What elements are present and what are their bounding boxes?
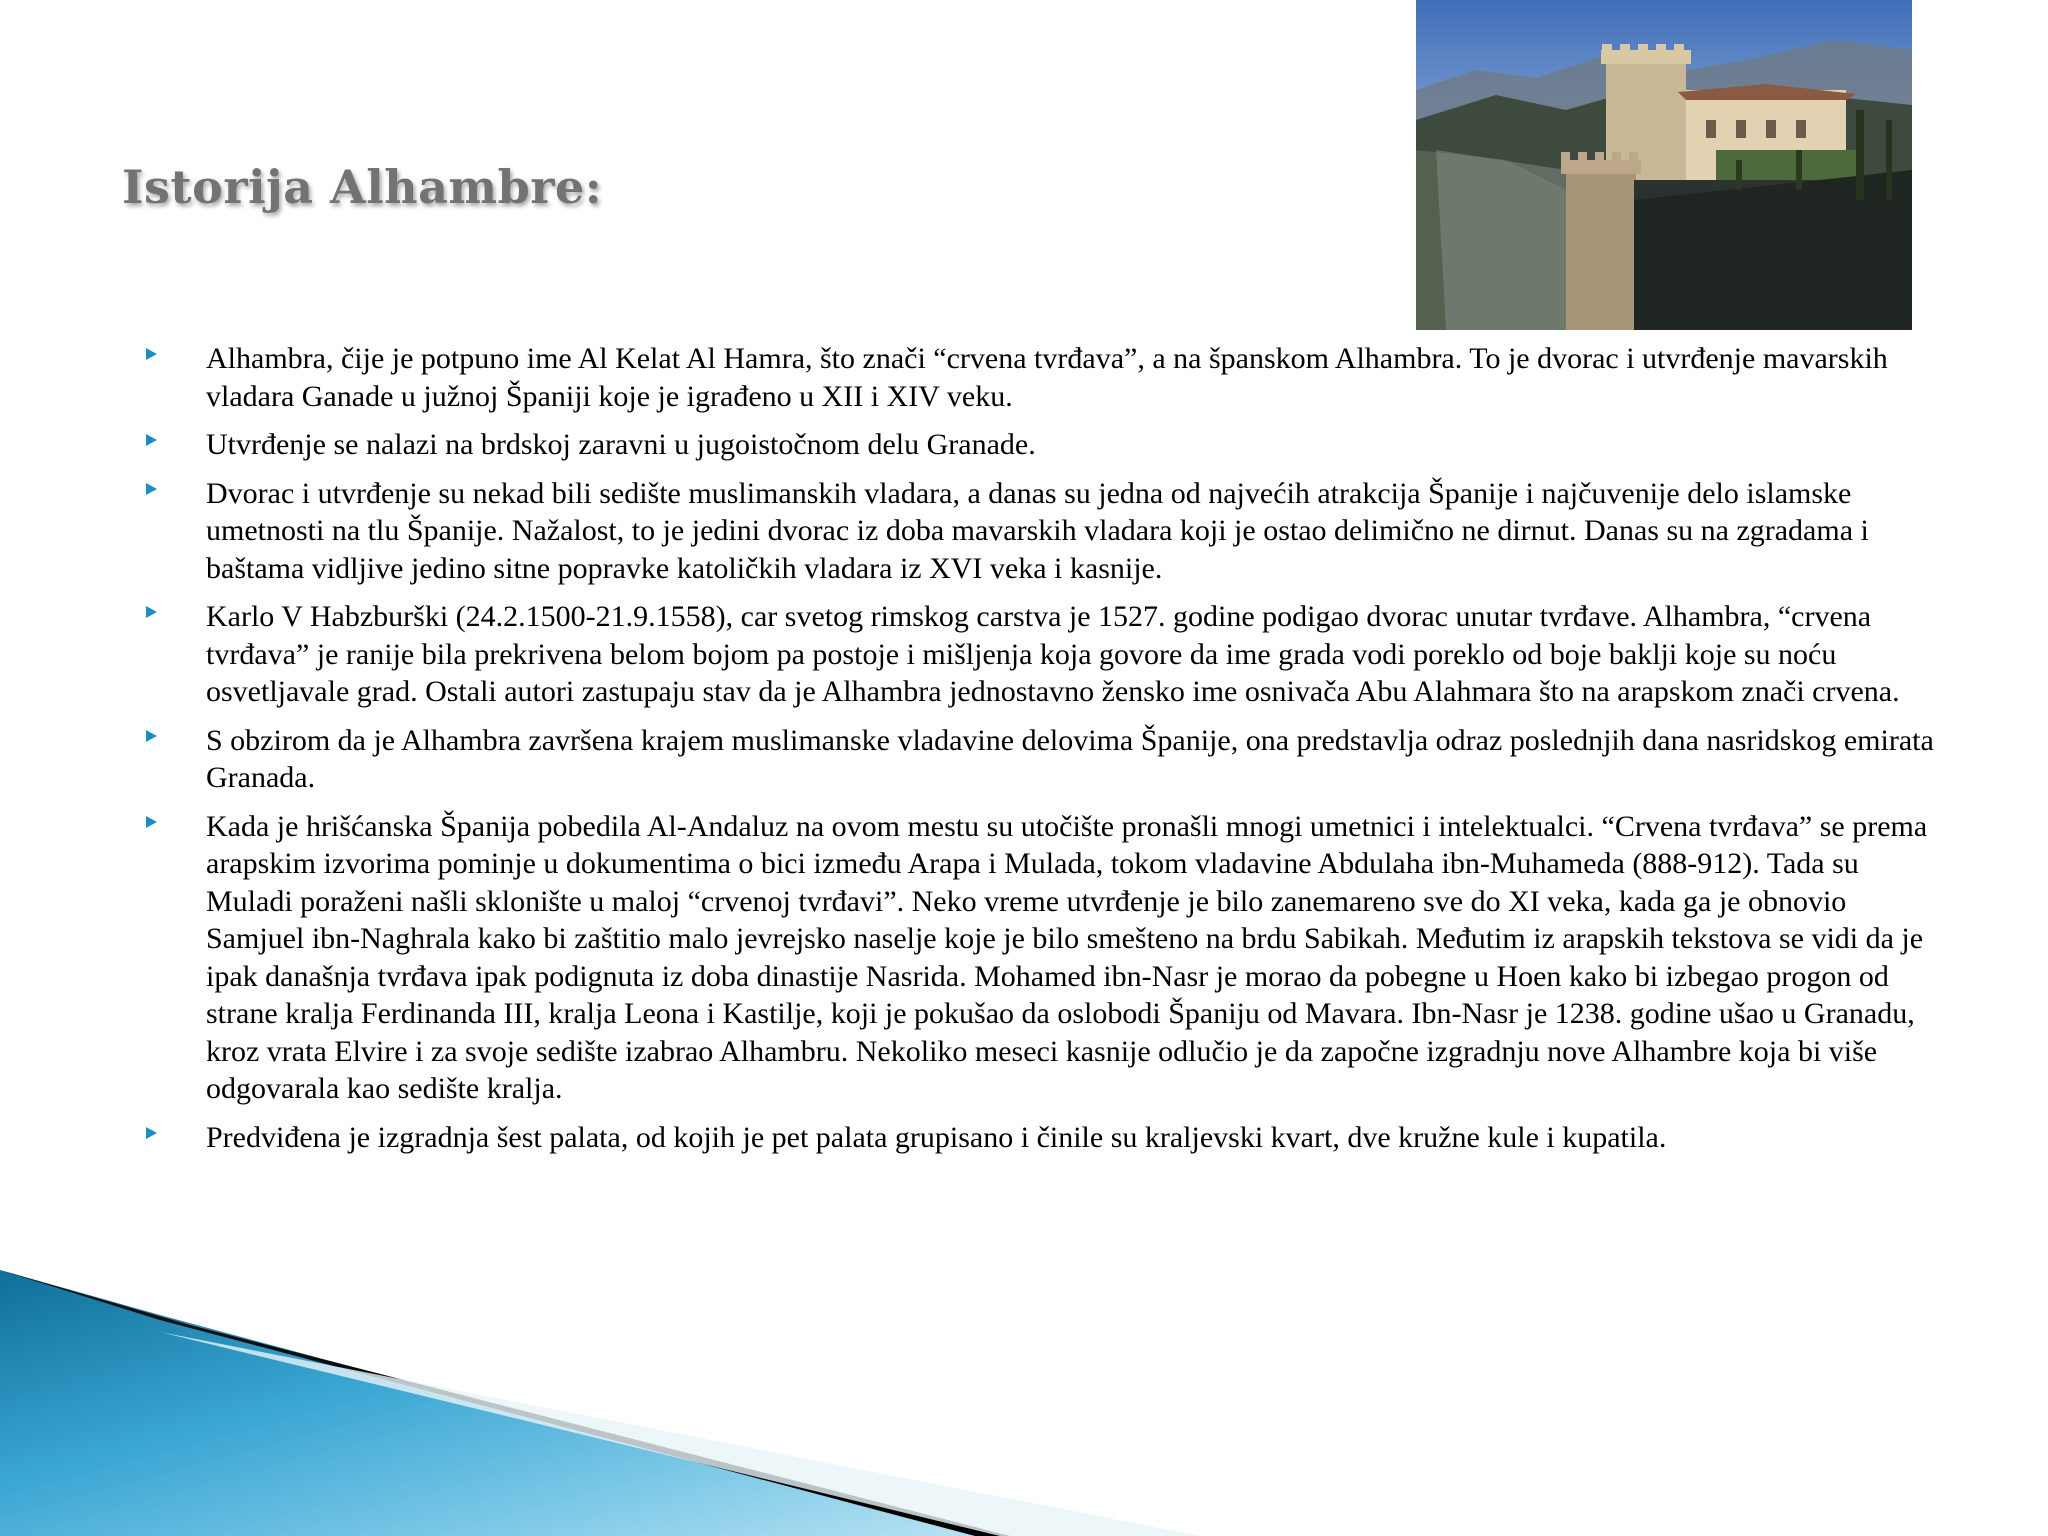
- bullet-text: S obzirom da je Alhambra završena krajem muslimanske vladavine delovima Španije, ona predstavlja odraz poslednjih dana nasridskog emirata Granada.: [206, 723, 1934, 794]
- bullet-item: [146, 598, 1936, 711]
- triangle-bullet-icon: [146, 1127, 157, 1139]
- bullet-item: [146, 475, 1936, 588]
- bullet-text: Kada je hrišćanska Španija pobedila Al-Andaluz na ovom mestu su utočište pronašli mnogi umetnici i intelektualci. “Crvena tvrđava” se prema arapskim izvorima pominje u dokumentima o bici između Arapa i Mulada, tokom vladavine Abdulaha ibn-Muhameda (888-912). Tada su Muladi poraženi našli sklonište u maloj “crvenoj tvrđavi”. Neko vreme utvrđenje je bilo zanemareno sve do XI veka, kada ga je obnovio Samjuel ibn-Naghrala kako bi zaštitio malo jevrejsko naselje koje je bilo smešteno na brdu Sabikah. Međutim iz arapskih tekstova se vidi da je ipak današnja tvrđava ipak podignuta iz doba dinastije Nasrida. Mohamed ibn-Nasr je morao da pobegne u Hoen kako bi izbegao progon od strane kralja Ferdinanda III, kralja Leona i Kastilje, koji je pokušao da oslobodi Španiju od Mavara. Ibn-Nasr je 1238. godine ušao u Granadu, kroz vrata Elvire i za svoje sedište izabrao Alhambru. Nekoliko meseci kasnije odlučio je da započne izgradnju nove Alhambre koja bi više odgovarala kao sedište kralja.: [206, 809, 1928, 1105]
- bullet-text: Alhambra, čije je potpuno ime Al Kelat Al Hamra, što znači “crvena tvrđava”, a na španskom Alhambra. To je dvorac i utvrđenje mavarskih vladara Ganade u južnoj Španiji koje je igrađeno u XII i XIV veku.: [206, 342, 1888, 413]
- decorative-swoosh: [0, 1270, 1200, 1536]
- bullet-item: [146, 1119, 1936, 1157]
- bullet-text: Predviđena je izgradnja šest palata, od kojih je pet palata grupisano i činile su kraljevski kvart, dve kružne kule i kupatila.: [206, 1120, 1667, 1154]
- bullet-text: Karlo V Habzburški (24.2.1500-21.9.1558), car svetog rimskog carstva je 1527. godine podigao dvorac unutar tvrđave. Alhambra, “crvena tvrđava” je ranije bila prekrivena belom bojom pa postoje i mišljenja koja govore da ime grada vodi poreklo od boje baklji koje su noću osvetljavale grad. Ostali autori zastupaju stav da je Alhambra jednostavno žensko ime osnivača Abu Alahmara što na arapskom znači crvena.: [206, 600, 1900, 708]
- bullet-text: Utvrđenje se nalazi na brdskoj zaravni u jugoistočnom delu Granade.: [206, 428, 1036, 461]
- alhambra-tower-photo: [1416, 0, 1912, 330]
- bullet-item: [146, 426, 1936, 464]
- triangle-bullet-icon: [146, 606, 157, 618]
- bullet-item: [146, 340, 1936, 415]
- bullet-item: [146, 808, 1936, 1108]
- triangle-bullet-icon: [146, 434, 157, 446]
- bullet-item: [146, 722, 1936, 797]
- triangle-bullet-icon: [146, 483, 157, 495]
- bullet-list: [146, 340, 1936, 1167]
- triangle-bullet-icon: [146, 816, 157, 828]
- slide-title: Istorija Alhambre:: [122, 160, 603, 214]
- bullet-text: Dvorac i utvrđenje su nekad bili sedište muslimanskih vladara, a danas su jedna od najvećih atrakcija Španije i najčuvenije delo islamske umetnosti na tlu Španije. Nažalost, to je jedini dvorac iz doba mavarskih vladara koji je ostao delimično ne dirnut. Danas su na zgradama i baštama vidljive jedino sitne popravke katoličkih vladara iz XVI veka i kasnije.: [206, 476, 1869, 585]
- triangle-bullet-icon: [146, 348, 157, 360]
- triangle-bullet-icon: [146, 730, 157, 742]
